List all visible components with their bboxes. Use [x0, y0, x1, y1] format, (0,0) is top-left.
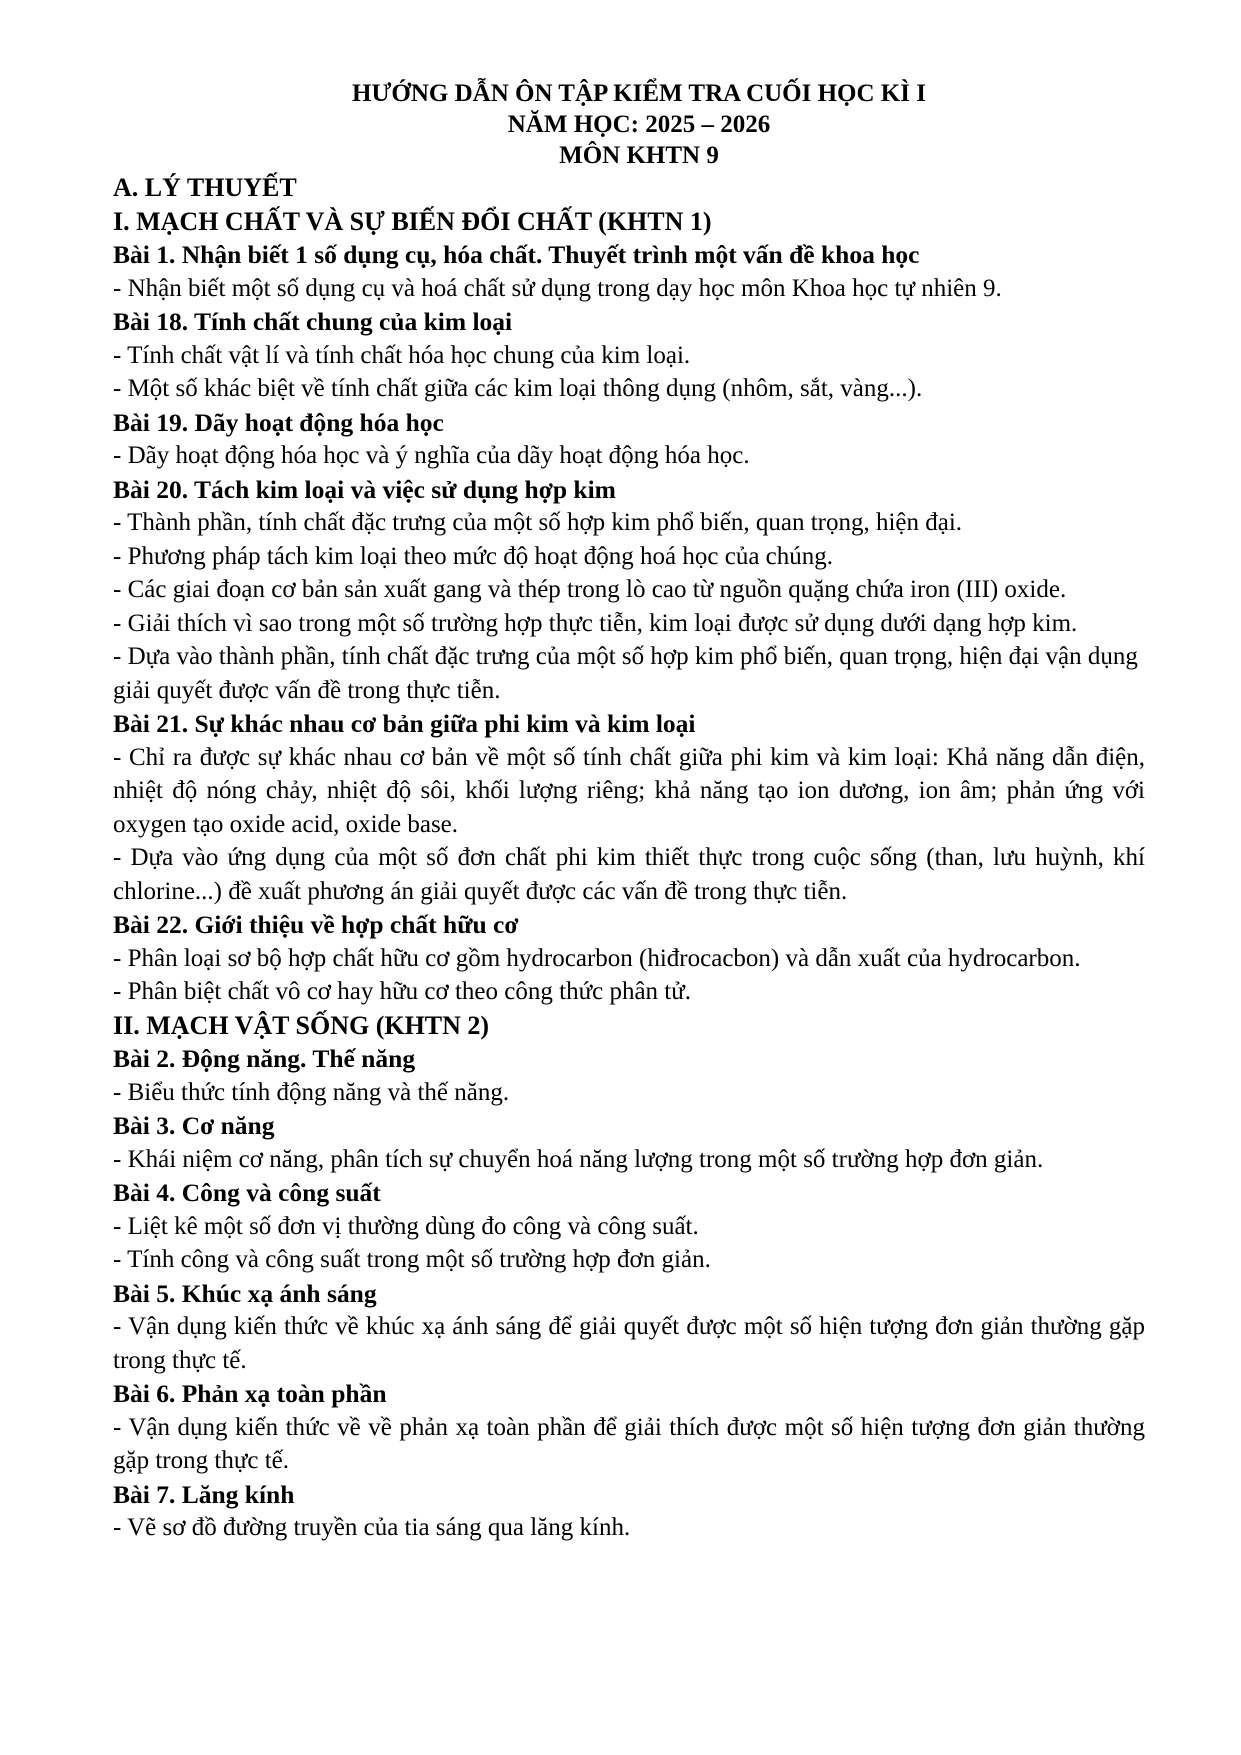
lesson-title: Bài 4. Công và công suất	[113, 1178, 381, 1207]
lesson-item: - Biểu thức tính động năng và thế năng.	[113, 1078, 510, 1106]
section-physics	[113, 1009, 1145, 1545]
lesson-title: Bài 2. Động năng. Thế năng	[113, 1044, 416, 1073]
lesson-item: - Liệt kê một số đơn vị thường dùng đo công và công suất.	[113, 1212, 699, 1240]
lesson-item: - Giải thích vì sao trong một số trường hợp thực tiễn, kim loại được sử dụng dưới dạng hợp kim.	[113, 609, 1078, 637]
lesson-title: Bài 6. Phản xạ toàn phần	[113, 1379, 387, 1408]
lesson-item: - Các giai đoạn cơ bản sản xuất gang và thép trong lò cao từ nguồn quặng chứa iron (III) oxide.	[113, 576, 1067, 603]
section-chemistry	[113, 205, 1145, 1009]
lesson-item: - Nhận biết một số dụng cụ và hoá chất sử dụng trong dạy học môn Khoa học tự nhiên 9.	[113, 274, 1002, 302]
section-heading: I. MẠCH CHẤT VÀ SỰ BIẾN ĐỔI CHẤT (KHTN 1)	[113, 206, 712, 236]
lesson-item: - Vẽ sơ đồ đường truyền của tia sáng qua lăng kính.	[113, 1514, 631, 1541]
lesson-title: Bài 5. Khúc xạ ánh sáng	[113, 1278, 377, 1308]
document-title: HƯỚNG DẪN ÔN TẬP KIỂM TRA CUỐI HỌC KÌ I	[352, 80, 926, 107]
lesson-item: - Tính công và công suất trong một số trường hợp đơn giản.	[113, 1246, 711, 1273]
lesson-item: - Vận dụng kiến thức về về phản xạ toàn phần để giải thích được một số hiện tượng đơn giản thường gặp trong thực tế.	[113, 1413, 1145, 1474]
lesson-item: - Tính chất vật lí và tính chất hóa học chung của kim loại.	[113, 341, 691, 369]
lesson-title: Bài 7. Lăng kính	[113, 1479, 295, 1509]
part-a-heading: A. LÝ THUYẾT	[113, 173, 297, 202]
document-header	[133, 78, 1145, 171]
lesson-title: Bài 22. Giới thiệu về hợp chất hữu cơ	[113, 910, 519, 939]
lesson-title: Bài 19. Dãy hoạt động hóa học	[113, 407, 444, 437]
lesson-title: Bài 3. Cơ năng	[113, 1111, 275, 1140]
lesson-item: - Phân biệt chất vô cơ hay hữu cơ theo công thức phân tử.	[113, 978, 692, 1005]
lesson-item: - Vận dụng kiến thức về khúc xạ ánh sáng để giải quyết được một số hiện tượng đơn giản thường gặp trong thực tế.	[113, 1313, 1145, 1374]
section-heading: II. MẠCH VẬT SỐNG (KHTN 2)	[113, 1010, 490, 1040]
subject-title: MÔN KHTN 9	[559, 142, 719, 169]
lesson-item: - Một số khác biệt về tính chất giữa các kim loại thông dụng (nhôm, sắt, vàng...).	[113, 375, 923, 402]
lesson-item: - Dãy hoạt động hóa học và ý nghĩa của dãy hoạt động hóa học.	[113, 442, 750, 469]
lesson-title: Bài 18. Tính chất chung của kim loại	[113, 307, 513, 336]
lesson-item: - Chỉ ra được sự khác nhau cơ bản về một số tính chất giữa phi kim và kim loại: Khả năng dẫn điện, nhiệt độ nóng chảy, nhiệt độ sôi, khối lượng riêng; khả năng tạo ion dương, ion âm; phản ứng với oxygen tạo oxide acid, oxide base.	[113, 743, 1145, 838]
lesson-item: - Phân loại sơ bộ hợp chất hữu cơ gồm hydrocarbon (hiđrocacbon) và dẫn xuất của hydrocarbon.	[113, 944, 1081, 972]
lesson-item: - Dựa vào ứng dụng của một số đơn chất phi kim thiết thực trong cuộc sống (than, lưu huỳnh, khí chlorine...) đề xuất phương án giải quyết được các vấn đề trong thực tiễn.	[113, 844, 1145, 905]
lesson-item: - Phương pháp tách kim loại theo mức độ hoạt động hoá học của chúng.	[113, 542, 834, 570]
school-year: NĂM HỌC: 2025 – 2026	[507, 111, 771, 138]
lesson-item: - Khái niệm cơ năng, phân tích sự chuyển hoá năng lượng trong một số trường hợp đơn giản.	[113, 1145, 1044, 1173]
lesson-item: - Dựa vào thành phần, tính chất đặc trưng của một số hợp kim phổ biến, quan trọng, hiện đại vận dụng giải quyết được vấn đề trong thực tiễn.	[113, 643, 1138, 704]
lesson-title: Bài 20. Tách kim loại và việc sử dụng hợp kim	[113, 474, 616, 504]
lesson-title: Bài 1. Nhận biết 1 số dụng cụ, hóa chất. Thuyết trình một vấn đề khoa học	[113, 240, 920, 269]
lesson-item: - Thành phần, tính chất đặc trưng của một số hợp kim phổ biến, quan trọng, hiện đại.	[113, 509, 963, 536]
lesson-title: Bài 21. Sự khác nhau cơ bản giữa phi kim và kim loại	[113, 709, 696, 738]
